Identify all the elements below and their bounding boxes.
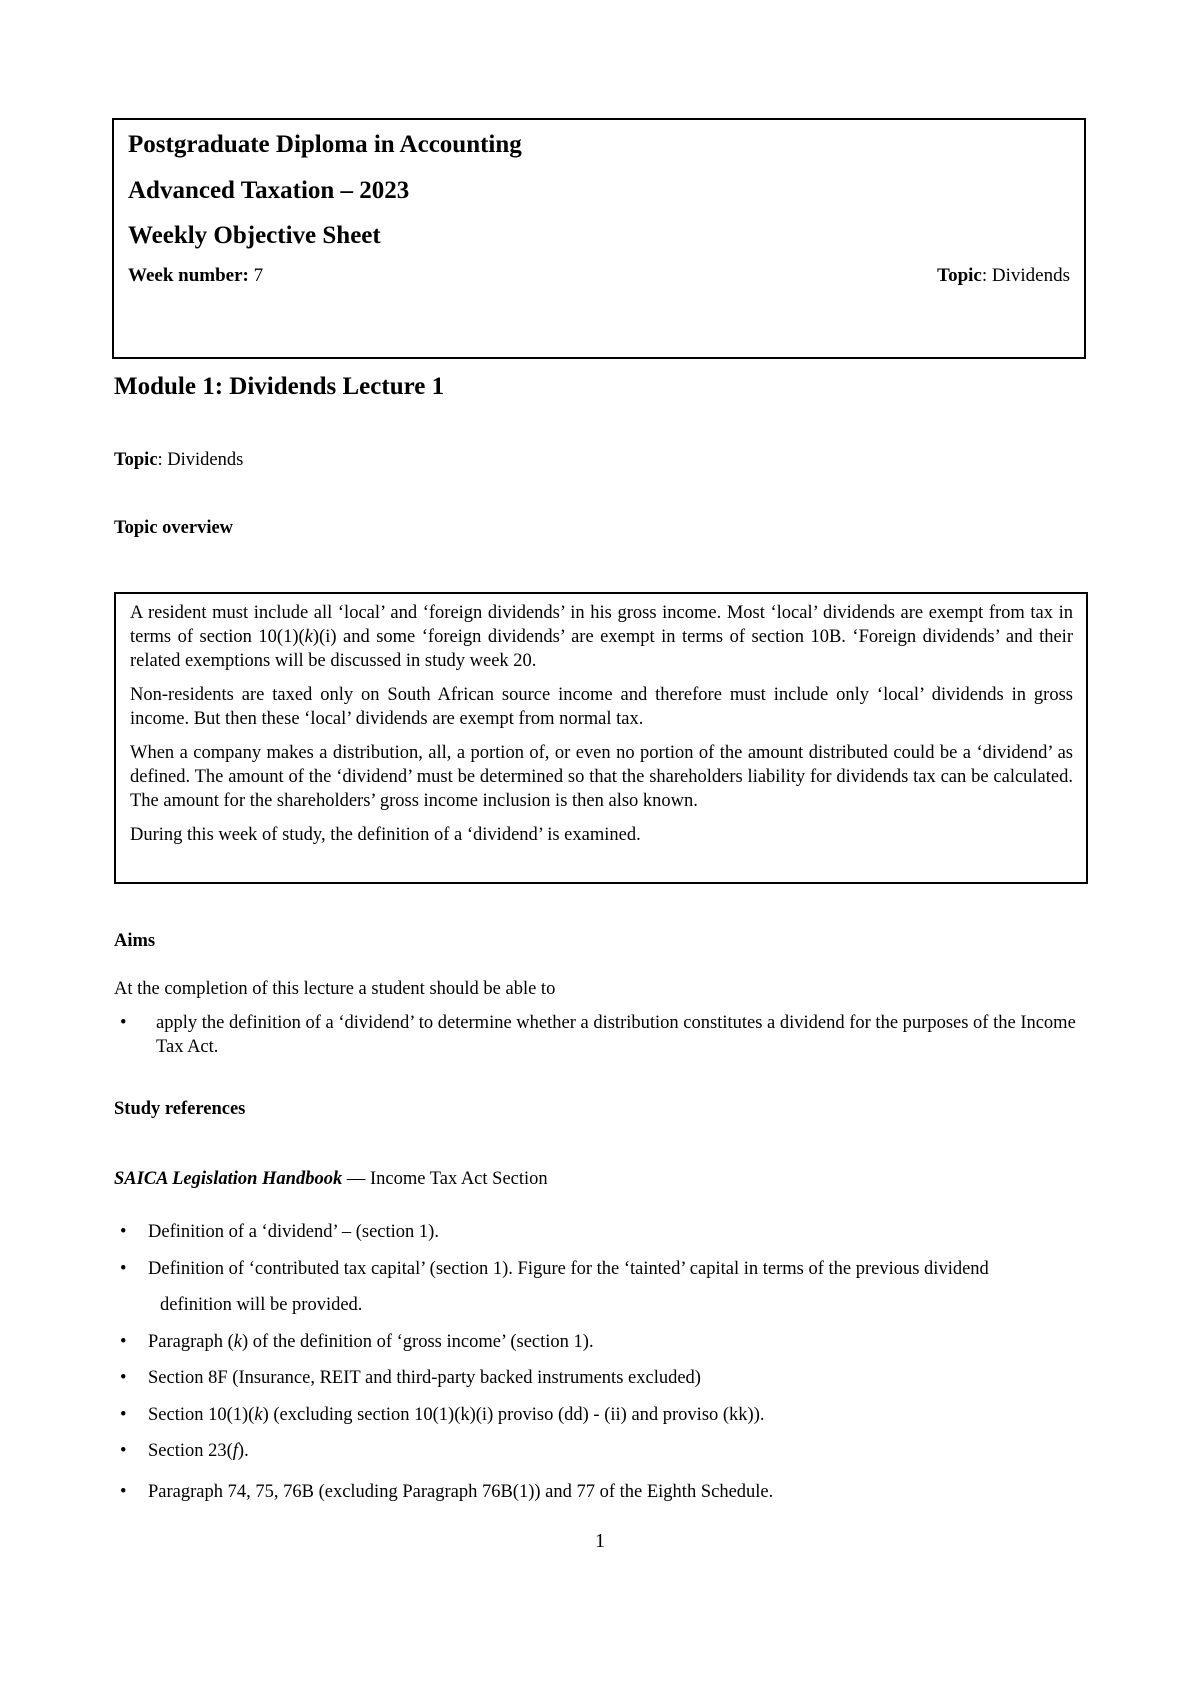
overview-paragraph: A resident must include all ‘local’ and ‘foreign dividends’ in his gross income. Most ‘local’ dividends are exempt from tax in terms of section 10(1)(k)(i) and some ‘foreign dividends’ are exempt in terms of section 10B. ‘Foreign dividends’ and their related exemptions will be discussed in study week 20. <box>130 603 1073 671</box>
overview-paragraph: Non-residents are taxed only on South African source income and therefore must include only ‘local’ dividends in gross income. But then these ‘local’ dividends are exempt from normal tax. <box>130 685 1073 729</box>
header-topic <box>937 265 1070 287</box>
bullet-icon: • <box>120 1222 127 1242</box>
page-number: 1 <box>595 1530 605 1552</box>
aims-bullet <box>114 1011 1094 1059</box>
bullet-icon: • <box>120 1405 127 1425</box>
bullet-icon: • <box>120 1368 127 1388</box>
topic-line <box>114 449 243 471</box>
topic-value: : Dividends <box>157 450 244 470</box>
reference-text: Section 10(1)(k) (excluding section 10(1)(k)(i) proviso (dd) - (ii) and proviso (kk)). <box>148 1405 765 1425</box>
aims-intro: At the completion of this lecture a student should be able to <box>114 979 556 999</box>
reference-text: Definition of a ‘dividend’ – (section 1). <box>148 1222 439 1242</box>
reference-item <box>114 1403 1094 1427</box>
module-title: Module 1: Dividends Lecture 1 <box>114 373 445 400</box>
reference-item-continuation <box>114 1293 1094 1317</box>
reference-item <box>114 1480 1094 1504</box>
header-topic-label: Topic <box>937 265 982 286</box>
reference-text: Section 23(f). <box>148 1441 249 1461</box>
handbook-line <box>114 1168 548 1190</box>
topic-overview-heading: Topic overview <box>114 518 234 538</box>
handbook-rest: — Income Tax Act Section <box>342 1169 548 1189</box>
program-title: Postgraduate Diploma in Accounting <box>128 131 522 158</box>
bullet-icon: • <box>120 1332 127 1352</box>
reference-item <box>114 1220 1094 1244</box>
aims-bullet-text: apply the definition of a ‘dividend’ to determine whether a distribution constitutes a dividend for the purposes of the Income Tax Act. <box>156 1013 1076 1057</box>
bullet-icon: • <box>120 1482 127 1502</box>
reference-item <box>114 1439 1094 1463</box>
aims-heading: Aims <box>114 931 156 951</box>
topic-label: Topic <box>114 450 158 470</box>
bullet-icon: • <box>120 1441 127 1461</box>
topic-overview-box <box>114 592 1088 884</box>
study-references-heading: Study references <box>114 1099 246 1119</box>
reference-text: definition will be provided. <box>160 1295 363 1315</box>
overview-paragraph: During this week of study, the definition of a ‘dividend’ is examined. <box>130 825 641 845</box>
overview-paragraph: When a company makes a distribution, all, a portion of, or even no portion of the amount distributed could be a ‘dividend’ as defined. The amount of the ‘dividend’ must be determined so that the shareholders liability for dividends tax can be calculated. The amount for the shareholders’ gross income inclusion is then also known. <box>130 743 1073 811</box>
week-label: Week number: <box>128 265 249 286</box>
handbook-title: SAICA Legislation Handbook <box>114 1169 343 1189</box>
bullet-icon: • <box>120 1013 127 1033</box>
sheet-title: Weekly Objective Sheet <box>128 222 381 249</box>
reference-item <box>114 1330 1094 1354</box>
bullet-icon: • <box>120 1259 127 1279</box>
reference-item <box>114 1257 1094 1281</box>
header-topic-value: : Dividends <box>981 265 1070 286</box>
reference-text: Section 8F (Insurance, REIT and third-party backed instruments excluded) <box>148 1368 701 1388</box>
reference-item <box>114 1366 1094 1390</box>
reference-text: Paragraph (k) of the definition of ‘gross income’ (section 1). <box>148 1332 594 1352</box>
course-title: Advanced Taxation – 2023 <box>128 177 410 204</box>
reference-text: Definition of ‘contributed tax capital’ (section 1). Figure for the ‘tainted’ capital in terms of the previous dividend <box>148 1259 989 1279</box>
week-line <box>128 265 1070 287</box>
reference-text: Paragraph 74, 75, 76B (excluding Paragraph 76B(1)) and 77 of the Eighth Schedule. <box>148 1482 774 1502</box>
week-value: 7 <box>248 265 264 286</box>
